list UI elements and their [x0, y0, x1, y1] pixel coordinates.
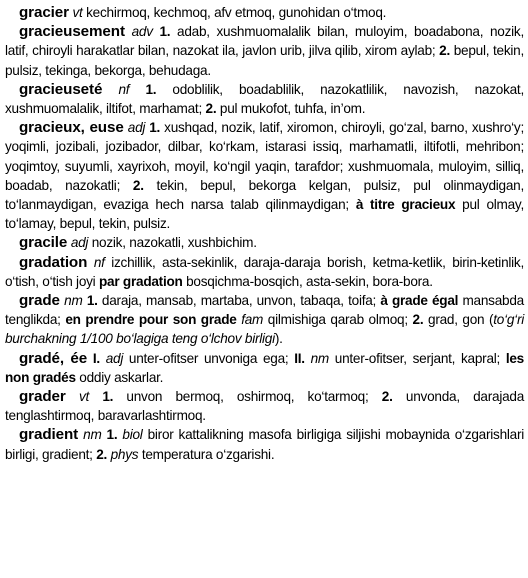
definition-text: daraja, mansab, martaba, unvon, tabaqa, toifa; [97, 293, 381, 309]
bold-marker: 1. [149, 120, 161, 136]
bold-marker: II. [294, 350, 305, 366]
definition-text: pul mukofot, tuhfa, in’om. [216, 101, 366, 117]
definition-text: tekin, bepul, bekorga kelgan, pulsiz, pul olinmaydigan, to‘lanmaydigan, evaziga hech narsa talab qilinmaydigan; [5, 177, 524, 213]
headword: gracier [19, 4, 69, 21]
definition-text: unter-ofitser unvoniga ega; [123, 350, 295, 366]
bold-marker: I. [92, 350, 100, 366]
definition-text [125, 24, 132, 39]
dictionary-entry [5, 22, 524, 80]
italic-label: nm [83, 427, 102, 443]
bold-marker: 2. [132, 177, 144, 193]
italic-label: vt [72, 5, 83, 20]
definition-text: adab, xushmuomalalik bilan, muloyim, boadabona, nozik, latif, chiroyli harakatlar bilan, nazokat ila, javlon urib, jilva qilib, xirom aylab; [5, 24, 524, 59]
italic-label: phys [110, 446, 139, 462]
headword: gracieuseté [19, 80, 103, 98]
italic-label: vt [78, 389, 90, 405]
dictionary-entry [5, 253, 524, 291]
bold-marker: 1. [145, 81, 157, 97]
italic-label: nm [64, 293, 83, 309]
bold-marker: 2. [412, 312, 424, 328]
definition-text: ). [274, 331, 283, 347]
definition-text: kechirmoq, kechmoq, afv etmoq, gunohidan o‘tmoq. [82, 5, 387, 20]
definition-text: bosqichma-bosqich, asta-sekin, bora-bora. [182, 273, 433, 289]
italic-label: biol [122, 427, 143, 443]
bold-marker: 1. [159, 24, 171, 40]
definition-text: unter-ofitser, serjant, kapral; [328, 350, 506, 366]
dictionary-entry [5, 425, 524, 463]
dictionary-entry [5, 118, 524, 233]
italic-label: to‘g‘ri burchakning 1/100 bo‘lagiga teng o‘lchov birligi [5, 312, 524, 347]
bold-marker: 2. [439, 43, 451, 59]
definition-text: pul olmay, to‘lamay, bepul, tekin, pulsiz. [5, 197, 524, 232]
definition-text: qilmishiga qarab olmoq; [263, 312, 413, 328]
bold-marker: à titre gracieux [355, 197, 456, 213]
definition-text [102, 82, 118, 97]
headword: grade [19, 292, 60, 310]
dictionary-entry [5, 387, 524, 425]
definition-text: unvonda, darajada tenglashtirmoq, baravarlashtirmoq. [5, 389, 525, 424]
headword: gradient [19, 426, 79, 444]
bold-marker: 2. [381, 389, 393, 405]
definition-text: izchillik, asta-sekinlik, daraja-daraja borish, ketma-ketlik, birin-ketinlik, o‘tish, o‘tish joyi [5, 254, 524, 289]
headword: gradé, ée [19, 349, 88, 367]
bold-marker: les non gradés [5, 350, 524, 385]
bold-marker: 1. [102, 389, 114, 405]
bold-marker: 2. [96, 446, 108, 462]
definition-text: temperatura o‘zgarishi. [138, 446, 275, 462]
headword: gracieusement [19, 23, 125, 41]
definition-text: nozik, nazokatli, xushbichim. [88, 235, 257, 251]
definition-text [66, 389, 79, 404]
dictionary-entry [5, 233, 524, 252]
bold-marker: 1. [106, 427, 118, 443]
dictionary-entry [5, 291, 524, 349]
bold-marker: à grade égal [380, 293, 459, 309]
definition-text: mansabda tenglikda; [5, 293, 524, 328]
definition-text: oddiy askarlar. [75, 369, 164, 385]
dictionary-entry [5, 3, 524, 22]
bold-marker: par gradation [98, 273, 183, 289]
definition-text: grad, gon ( [423, 312, 494, 328]
headword: gracieux, euse [19, 119, 124, 137]
definition-text: bepul, tekin, pulsiz, tekinga, bekorga, behudaga. [5, 43, 524, 78]
italic-label: nf [93, 254, 105, 270]
headword: gracile [19, 234, 68, 252]
definition-text: odoblilik, boadablilik, nazokatlilik, navozish, nazokat, xushmuomalalik, iltifot, marhamat; [5, 81, 524, 117]
italic-label: nf [118, 81, 130, 97]
headword: gradation [19, 253, 88, 271]
definition-text: biror kattalikning masofa birligiga siljishi mobaynida o‘zgarishlari birligi, gradient; [5, 427, 525, 462]
bold-marker: 1. [86, 293, 98, 309]
definition-text: xushqad, nozik, latif, xiromon, chiroyli, go‘zal, barno, xushro‘y; yoqimli, jozibali, jozibador, dilbar, ko‘rkam, istarasi issiq, marhamatli, iltifotli, mehribon; yoqimtoy, suyumli, xayrixoh, moyil, ko‘ngil yaqin, tarafdor; xushmuomala, muloyim, silliq, boadab, nazokatli; [5, 120, 524, 193]
italic-label: nm [310, 350, 329, 366]
italic-label: adj [127, 120, 146, 136]
headword: grader [19, 388, 66, 406]
dictionary-entry [5, 80, 524, 118]
bold-marker: en prendre pour son grade [65, 312, 237, 328]
definition-text [129, 82, 145, 97]
dictionary-entry [5, 349, 524, 387]
italic-label: adj [70, 235, 89, 251]
definition-text [89, 389, 102, 404]
italic-label: fam [241, 312, 264, 328]
italic-label: adj [105, 350, 124, 366]
bold-marker: 2. [205, 101, 217, 117]
definition-text: unvon bermoq, oshirmoq, ko‘tarmoq; [113, 389, 382, 405]
italic-label: adv [131, 24, 153, 40]
